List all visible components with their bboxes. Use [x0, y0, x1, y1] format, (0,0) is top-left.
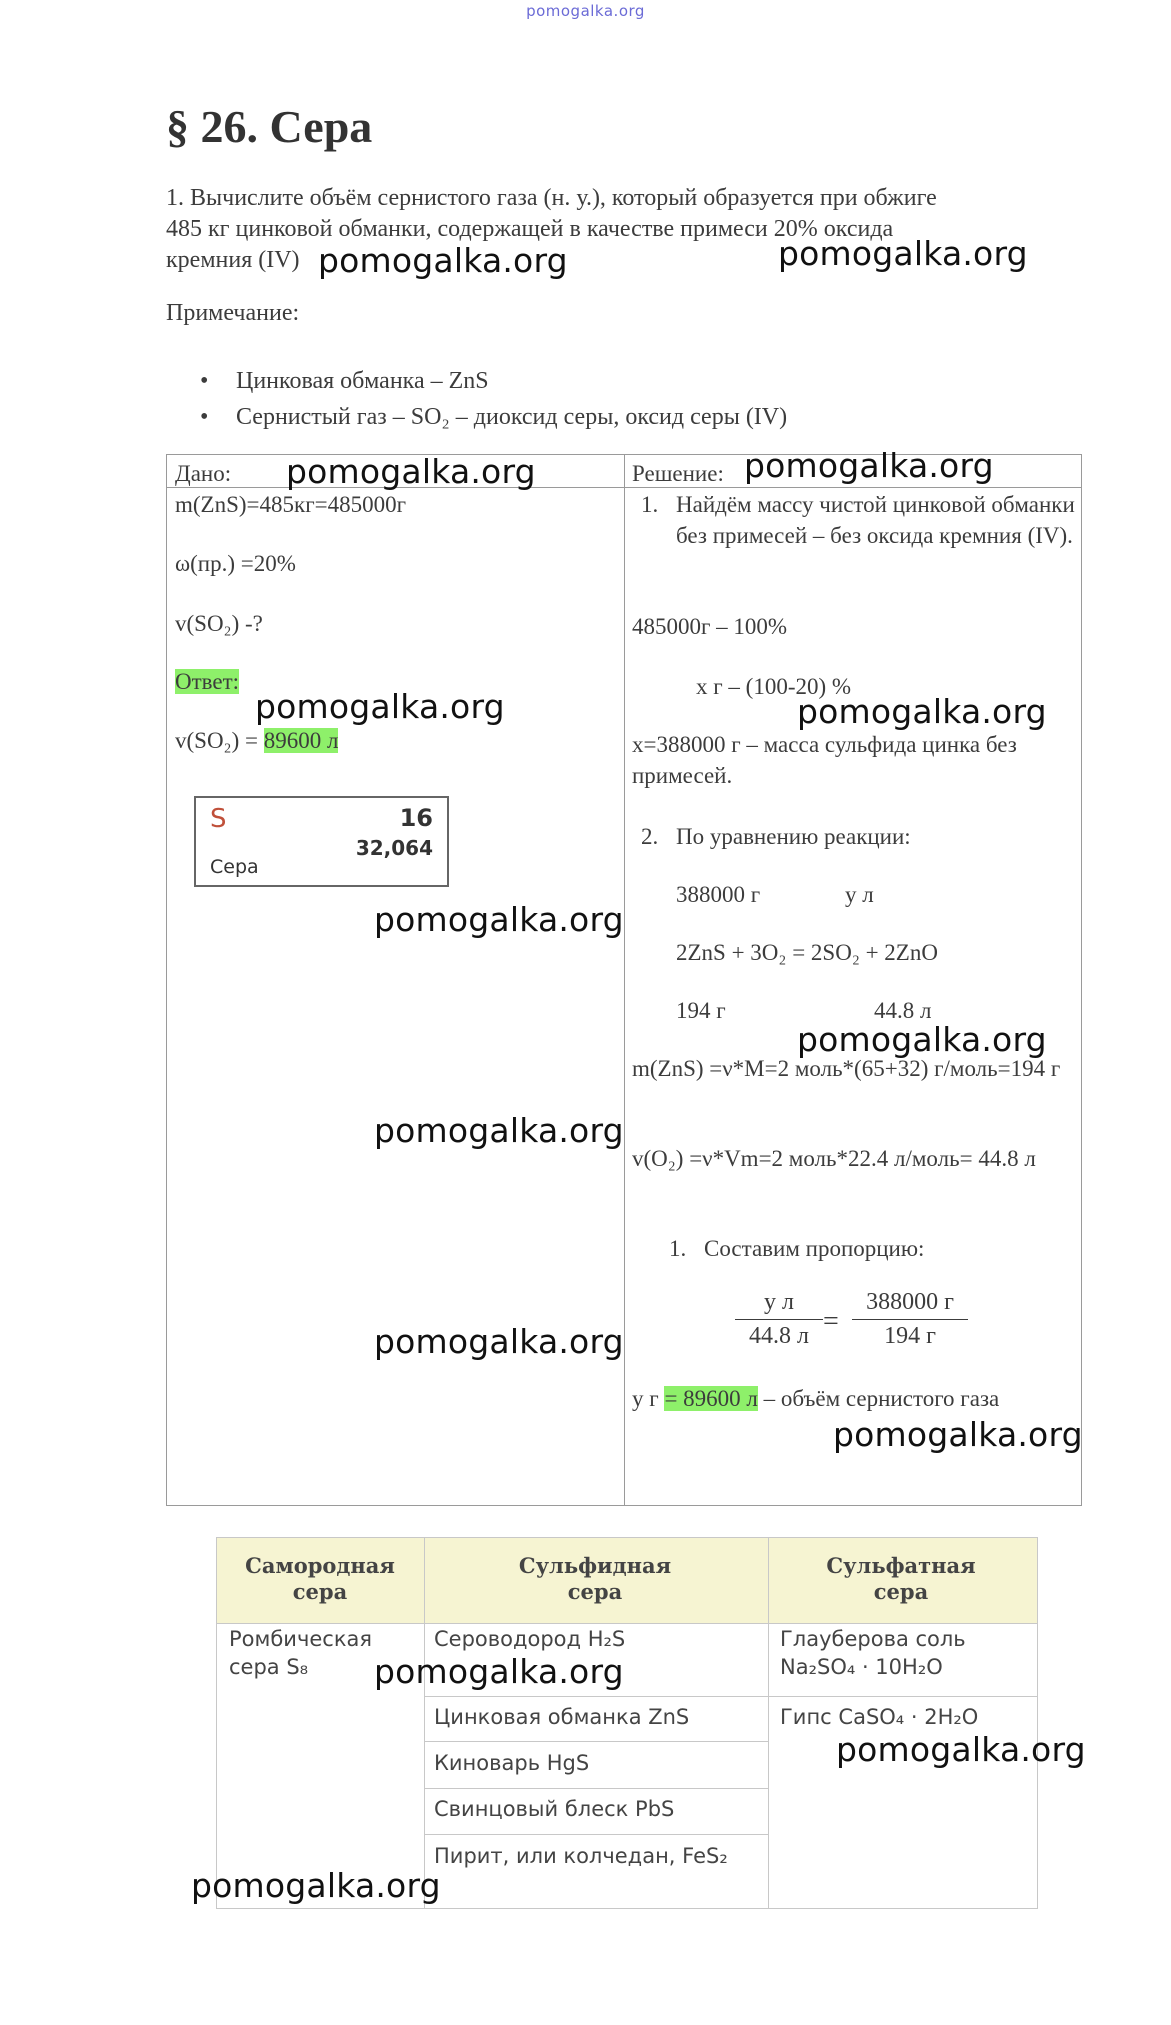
table-header-sulfide: Сульфидная сера [518, 1553, 672, 1604]
note-list [200, 363, 787, 435]
fraction-denominator: 194 г [884, 1323, 936, 1349]
result-suffix: – объём сернистого газа [757, 1386, 1000, 1411]
table-border-top [216, 1537, 1038, 1538]
step-number: 1. [669, 1236, 687, 1261]
fraction-denominator: 44.8 л [749, 1323, 809, 1349]
element-name: Сера [210, 856, 259, 878]
answer-label: Ответ: [175, 669, 240, 694]
watermark: pomogalka.org [797, 692, 1047, 731]
watermark: pomogalka.org [778, 234, 1028, 273]
task-line: 1. Вычислите объём сернистого газа (н. у.), который образуется при обжиге [166, 185, 937, 211]
table-row-divider [424, 1834, 768, 1835]
table-cell-sulfide: Пирит, или колчедан, FeS₂ [434, 1844, 728, 1868]
given-header: Дано: [175, 461, 232, 486]
volume-calc: v(O₂) =ν*Vm=2 моль*22.4 л/моль= 44.8 л [632, 1146, 1036, 1171]
eq-bottom-left: 194 г [676, 998, 726, 1023]
result-value: = 89600 л [664, 1386, 758, 1411]
table-border-right [1037, 1537, 1038, 1909]
fraction-left [735, 1289, 823, 1350]
answer-value: 89600 л [263, 728, 339, 753]
element-card [194, 796, 449, 887]
site-header: pomogalka.org [526, 2, 645, 20]
step-number: 1. [641, 492, 659, 517]
watermark: pomogalka.org [374, 1322, 624, 1361]
result-line [632, 1383, 1072, 1414]
given-mass: m(ZnS)=485кг=485000г [175, 492, 407, 517]
table-border-left [216, 1537, 217, 1909]
given-omega: ω(пр.) =20% [175, 551, 296, 576]
fraction-numerator: y л [764, 1289, 794, 1315]
solution-header: Решение: [632, 461, 724, 486]
table-cell-native: Ромбическая сера S₈ [229, 1627, 373, 1679]
step-number: 2. [641, 824, 659, 849]
table-border-bottom [216, 1908, 1038, 1909]
fraction-numerator: 388000 г [866, 1289, 954, 1315]
table-cell-sulfide: Цинковая обманка ZnS [434, 1705, 690, 1729]
watermark: pomogalka.org [318, 241, 568, 280]
element-mass: 32,064 [355, 836, 433, 860]
table-row-divider [424, 1696, 768, 1697]
watermark: pomogalka.org [255, 687, 505, 726]
element-symbol: S [210, 804, 227, 834]
result-prefix: y г [632, 1386, 665, 1411]
table-cell-sulfide: Свинцовый блеск PbS [434, 1797, 675, 1821]
watermark: pomogalka.org [374, 900, 624, 939]
proportion-result: x=388000 г – масса сульфида цинка без примесей. [632, 732, 1017, 788]
column-divider [624, 454, 625, 1506]
watermark: pomogalka.org [836, 1730, 1086, 1769]
step1-text: Найдём массу чистой цинковой обманки без примесей – без оксида кремния (IV). [676, 492, 1075, 548]
proportion-line: x г – (100-20) % [696, 674, 852, 699]
table-cell-sulfide: Киноварь HgS [434, 1751, 590, 1775]
table-column-divider [768, 1537, 769, 1909]
watermark: pomogalka.org [286, 452, 536, 491]
step2-text: По уравнению реакции: [676, 824, 911, 849]
watermark: pomogalka.org [833, 1415, 1083, 1454]
table-header-native: Самородная сера [245, 1553, 395, 1604]
note-label: Примечание: [166, 300, 300, 326]
table-cell-sulfate: Глауберова соль Na₂SO₄ · 10H₂O [780, 1627, 966, 1679]
watermark: pomogalka.org [744, 446, 994, 485]
answer-prefix: v(SO₂) = [175, 728, 264, 753]
fraction-right [852, 1289, 968, 1350]
proportion-line: 485000г – 100% [632, 614, 788, 639]
page-title: § 26. Сера [166, 101, 373, 152]
table-header-sulfate: Сульфатная сера [826, 1553, 976, 1604]
answer-line [175, 725, 338, 756]
task-line: кремния (IV) [166, 247, 300, 273]
equals-sign: = [823, 1306, 839, 1337]
table-row-divider [424, 1741, 768, 1742]
element-number: 16 [399, 804, 433, 832]
table-cell-sulfide: Сероводород H₂S [434, 1627, 626, 1651]
watermark: pomogalka.org [374, 1111, 624, 1150]
table-cell-sulfate: Гипс CaSO₄ · 2H₂O [780, 1705, 979, 1729]
watermark: pomogalka.org [797, 1020, 1047, 1059]
eq-bottom-right: 44.8 л [874, 998, 932, 1023]
table-row-divider [424, 1788, 768, 1789]
list-item: • Сернистый газ – SO₂ – диоксид серы, оксид серы (IV) [200, 399, 787, 435]
table-row-divider [768, 1696, 1037, 1697]
watermark: pomogalka.org [374, 1652, 624, 1691]
eq-top-right: y л [845, 882, 874, 907]
given-find: v(SO₂) -? [175, 611, 263, 636]
step3-text: Составим пропорцию: [704, 1236, 925, 1261]
reaction-equation: 2ZnS + 3O₂ = 2SO₂ + 2ZnO [676, 940, 938, 965]
mass-calc: m(ZnS) =ν*M=2 моль*(65+32) г/моль=194 г [632, 1056, 1061, 1081]
task-line: 485 кг цинковой обманки, содержащей в качестве примеси 20% оксида [166, 216, 894, 242]
table-column-divider [424, 1537, 425, 1909]
watermark: pomogalka.org [191, 1866, 441, 1905]
table-header-divider [216, 1623, 1038, 1624]
eq-top-left: 388000 г [676, 882, 761, 907]
list-item: • Цинковая обманка – ZnS [200, 363, 787, 399]
